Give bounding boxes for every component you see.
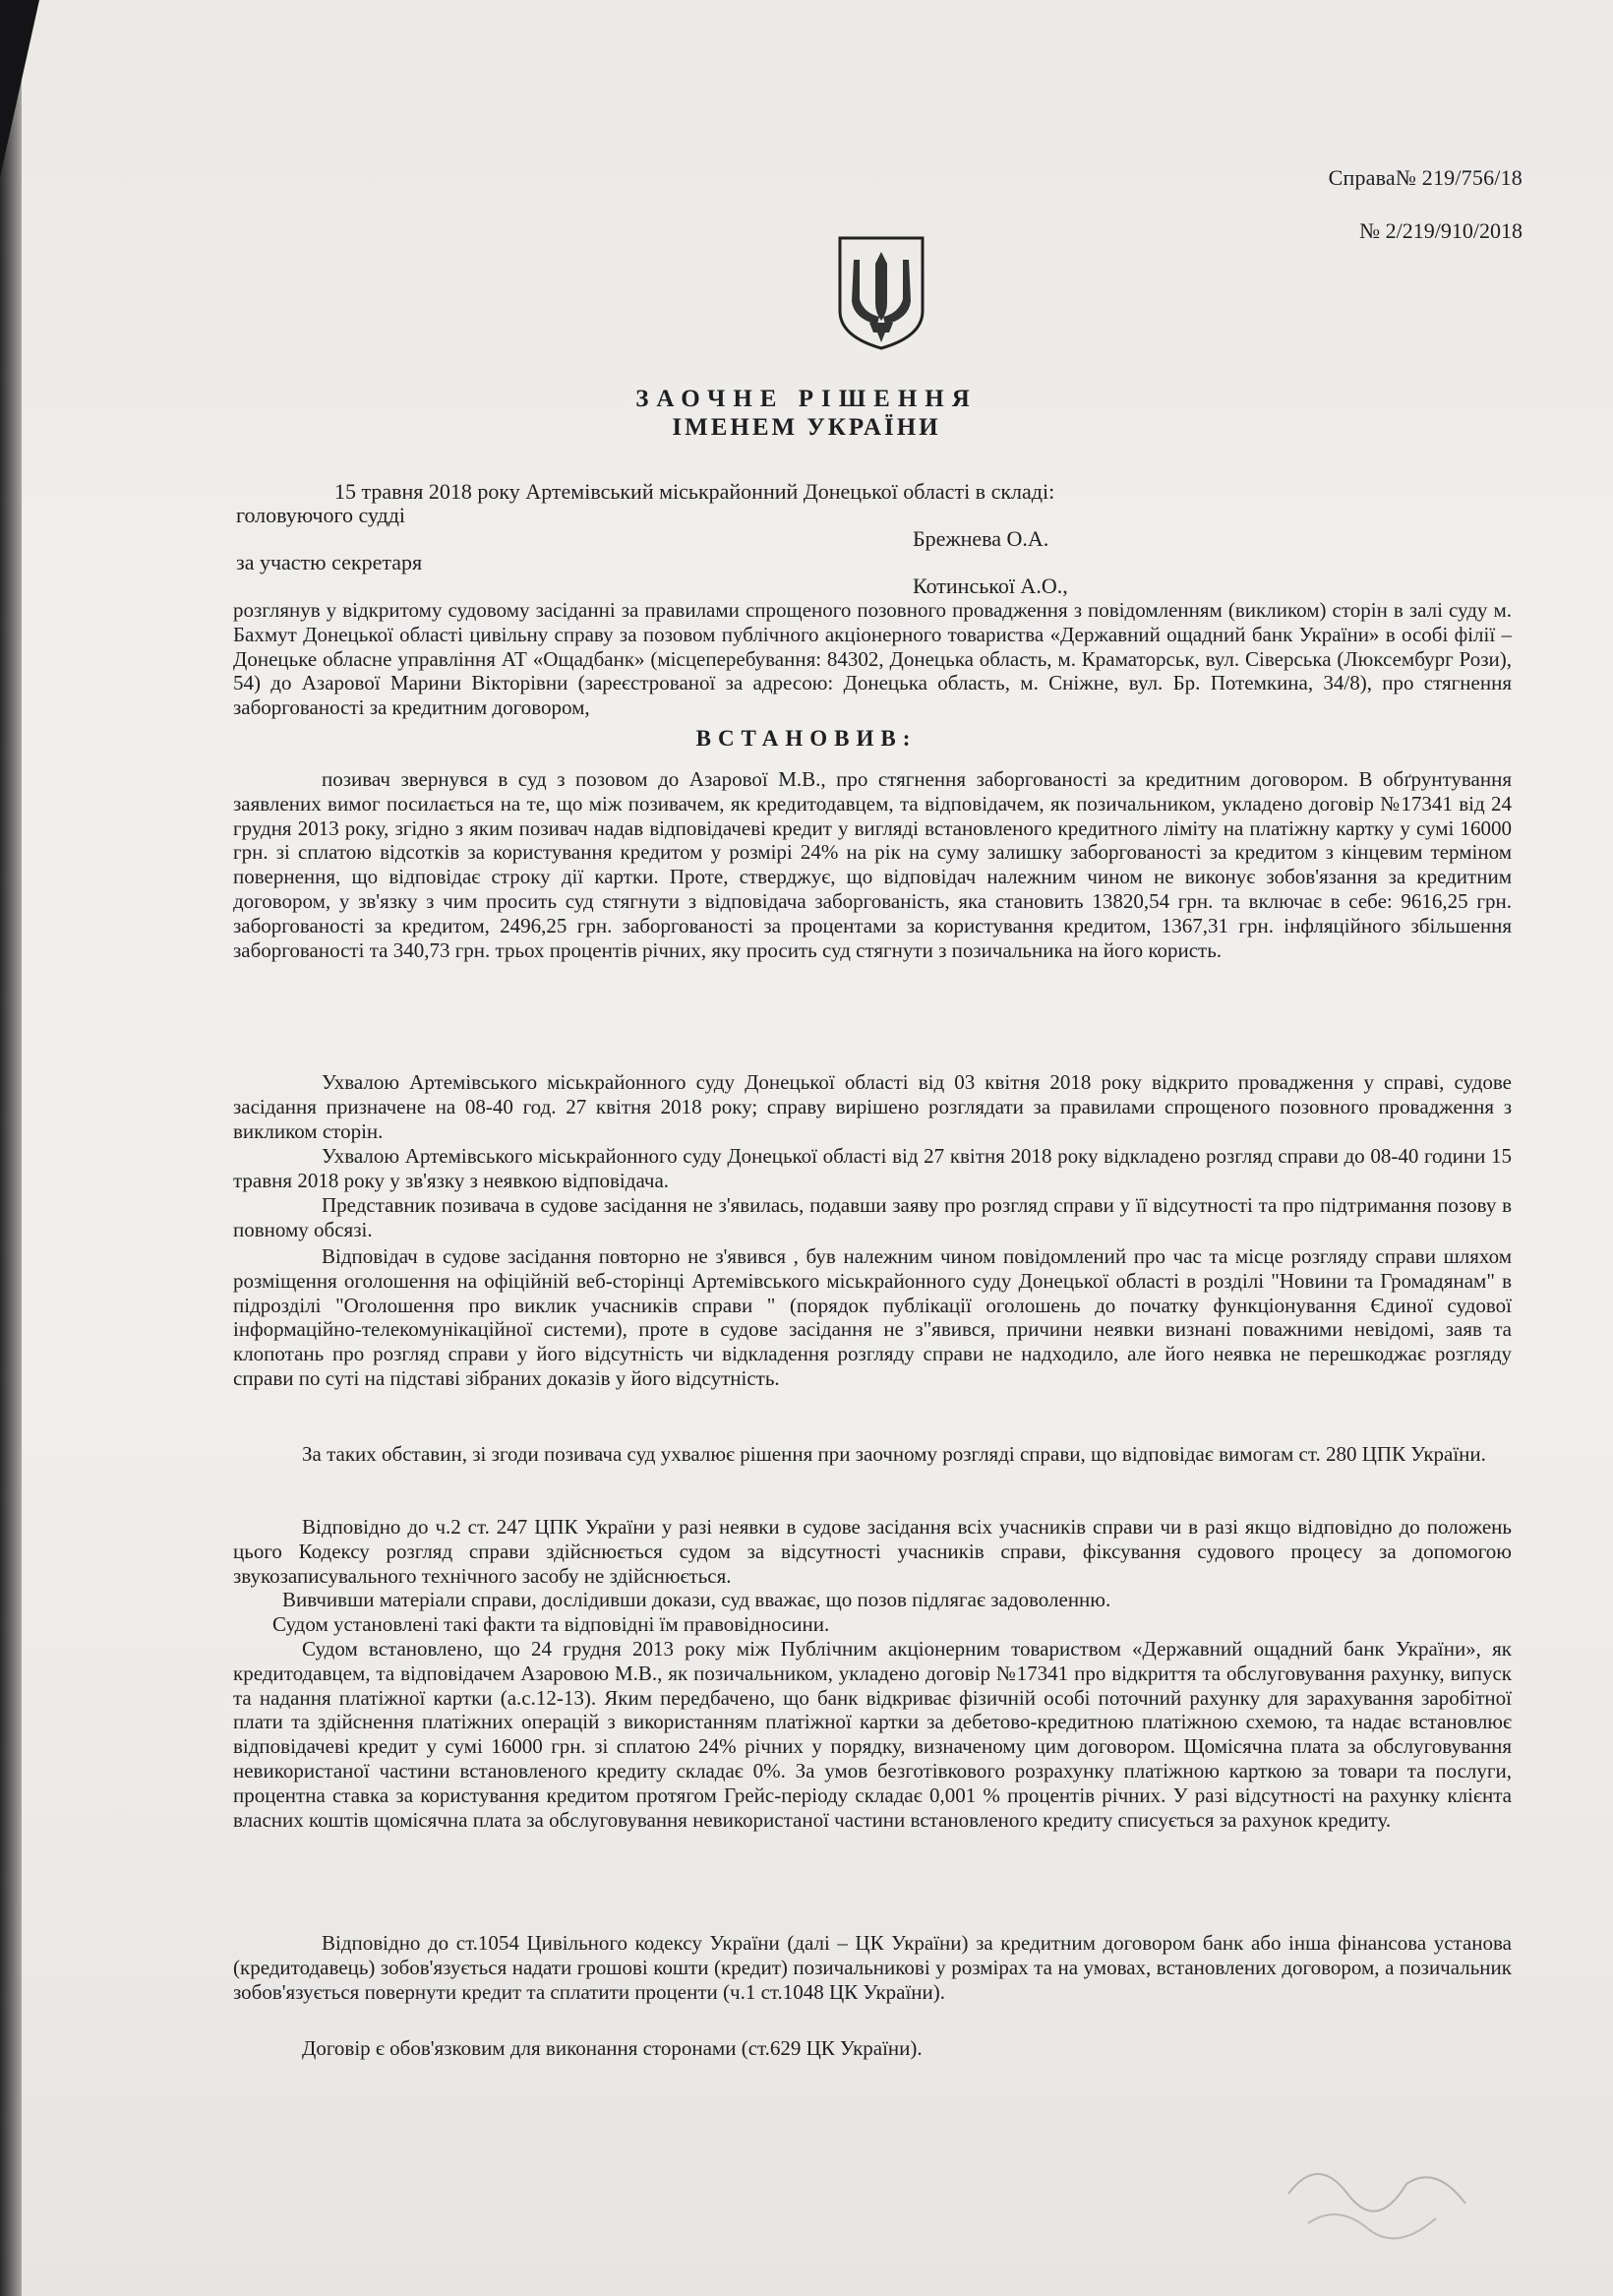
section-title: ВСТАНОВИВ: bbox=[695, 726, 918, 751]
paragraph-ruling-postpone: Ухвалою Артемівського міськрайонного суду Донецької області від 27 квітня 2018 року відкладено розгляд справи до 08-40 години 15 травня 2018 року у зв'язку з неявкою відповідача. bbox=[233, 1144, 1512, 1192]
paragraph-ruling-opening: Ухвалою Артемівського міськрайонного суду Донецької області від 03 квітня 2018 року відкрито провадження у справі, судове засідання призначене на 08-40 год. 27 квітня 2018 року; справу вирішено розглядати за правилами спрощеного позовного провадження з викликом сторін. bbox=[233, 1070, 1512, 1143]
decision-title: ЗАОЧНЕ РІШЕННЯ bbox=[635, 386, 978, 412]
intro-date-court: 15 травня 2018 року Артемівський міськрайонний Донецької області в складі: bbox=[334, 479, 1055, 504]
decision-subtitle: ІМЕНЕМ УКРАЇНИ bbox=[672, 414, 941, 441]
paragraph-defendant-absent: Відповідач в судове засідання повторно не з'явився , був належним чином повідомлений про час та місце розгляду справи шляхом розміщення оголошення на офіційній веб-сторінці Артемівського міськрайонного суду Донецької області в розділі "Новини та Громадянам" в підрозділі "Оголошення про виклик учасників справи " (порядок публікації оголошень до початку функціонування Єдиної судової інформаційно-телекомунікаційної системи), проте в судове засідання не з"явився, причини неявки визнані поважними невідомі, заяв та клопотань про розгляд справи у його відсутність чи відкладення розгляду справи не надходило, але його неявка не перешкоджає розгляду справи по суті на підставі зібраних доказів у його відсутність. bbox=[233, 1244, 1512, 1390]
paragraph-facts-intro: Судом установлені такі факти та відповідні їм правовідносини. bbox=[272, 1612, 830, 1636]
presiding-label: головуючого судді bbox=[236, 503, 406, 527]
proceeding-number: № 2/219/910/2018 bbox=[1359, 218, 1523, 243]
paragraph-plaintiff-absent: Представник позивача в судове засідання не з'явилась, подавши заяву про розгляд справи у її відсутності та про підтримання позову в повному обсязі. bbox=[233, 1193, 1512, 1241]
case-number: Справа№ 219/756/18 bbox=[1328, 165, 1523, 190]
paragraph-claim-granted: Вивчивши матеріали справи, дослідивши докази, суд вважає, що позов підлягає задоволенню. bbox=[282, 1588, 1111, 1611]
secretary-label: за участю секретаря bbox=[236, 550, 423, 574]
paragraph-facts-established: Судом встановлено, що 24 грудня 2013 року між Публічним акціонерним товариством «Державний ощадний банк України», як кредитодавцем, та відповідачем Азаровою М.В., як позичальником, укладено договір №17341 про відкриття та обслуговування рахунку, випуск та надання платіжної картки (а.с.12-13). Яким передбачено, що банк відкриває фізичній особі поточний рахунку для зарахування заробітної плати та здійснення платіжних операцій з використанням платіжної картки за дебетово-кредитною платіжною схемою, та надає встановлює відповідачеві кредит у сумі 16000 грн. зі сплатою 24% річних у порядку, визначеному цим договором. Щомісячна плата за обслуговування невикористаної частини встановленого кредиту складає 0%. За умов безготівкового розрахунку платіжною карткою за товари та послуги, процентна ставка за користування кредитом протягом Грейс-періоду складає 0,001 % процентів річних. У разі відсутності на рахунку клієнта власних коштів щомісячна плата за обслуговування невикористаної частини встановленого кредиту списується за рахунок кредиту. bbox=[233, 1637, 1512, 1832]
paragraph-default-decision: За таких обставин, зі згоди позивача суд ухвалює рішення при заочному розгляді справи, що відповідає вимогам ст. 280 ЦПК України. bbox=[302, 1442, 1486, 1466]
intro-body: розглянув у відкритому судовому засіданні за правилами спрощеного позовного провадження з повідомленням (викликом) сторін в залі суду м. Бахмут Донецької області цивільну справу за позовом публічного акціонерного товариства «Державний ощадний банк України» в особі філії – Донецьке обласне управління АТ «Ощадбанк» (місцеперебування: 84302, Донецька область, м. Краматорськ, вул. Сіверська (Люксембург Рози), 54) до Азарової Марини Вікторівни (зареєстрованої за адресою: Донецька область, м. Сніжне, вул. Бр. Потемкина, 34/8), про стягнення заборгованості за кредитним договором, bbox=[233, 598, 1512, 720]
paragraph-claim: позивач звернувся в суд з позовом до Азарової М.В., про стягнення заборгованості за кредитним договором. В обґрунтування заявлених вимог посилається на те, що між позивачем, як кредитодавцем, та відповідачем, як позичальником, укладено договір №17341 від 24 грудня 2013 року, згідно з яким позивач надав відповідачеві кредит у вигляді встановленого кредитного ліміту на платіжну картку у сумі 16000 грн. зі сплатою відсотків за користування кредитом у розмірі 24% на рік на суму залишку заборгованості за кредитом з кінцевим терміном повернення, що відповідає строку дії картки. Проте, стверджує, що відповідач належним чином не виконує зобов'язання за кредитним договором, у зв'язку з чим просить суд стягнути з відповідача заборгованість, яка становить 13820,54 грн. та включає в себе: 9616,25 грн. заборгованості за кредитом, 2496,25 грн. заборгованості за процентами за користування кредитом, 1367,31 грн. інфляційного збільшення заборгованості та 340,73 грн. трьох процентів річних, яку просить суд стягнути з позичальника на його користь. bbox=[233, 767, 1512, 962]
paragraph-article-629: Договір є обов'язковим для виконання сторонами (ст.629 ЦК України). bbox=[302, 2036, 923, 2060]
presiding-name: Брежнева О.А. bbox=[913, 526, 1049, 551]
paragraph-article-247: Відповідно до ч.2 ст. 247 ЦПК України у разі неявки в судове засідання всіх учасників справи чи в разі якщо відповідно до положень цього Кодексу розгляд справи здійснюється судом за відсутності учасників справи, фіксування судового процесу за допомогою звукозаписувального технічного засобу не здійснюється. bbox=[233, 1515, 1512, 1588]
secretary-name: Котинської А.О., bbox=[913, 574, 1068, 598]
paragraph-article-1054: Відповідно до ст.1054 Цивільного кодексу України (далі – ЦК України) за кредитним договором банк або інша фінансова установа (кредитодавець) зобов'язується надати грошові кошти (кредит) позичальникові у розмірах та на умовах, встановлених договором, а позичальник зобов'язується повернути кредит та сплатити проценти (ч.1 ст.1048 ЦК України). bbox=[233, 1931, 1512, 2004]
trident-coat-of-arms-icon bbox=[834, 234, 928, 352]
handwritten-mark bbox=[1279, 2135, 1475, 2253]
scan-edge-corner bbox=[0, 0, 39, 177]
